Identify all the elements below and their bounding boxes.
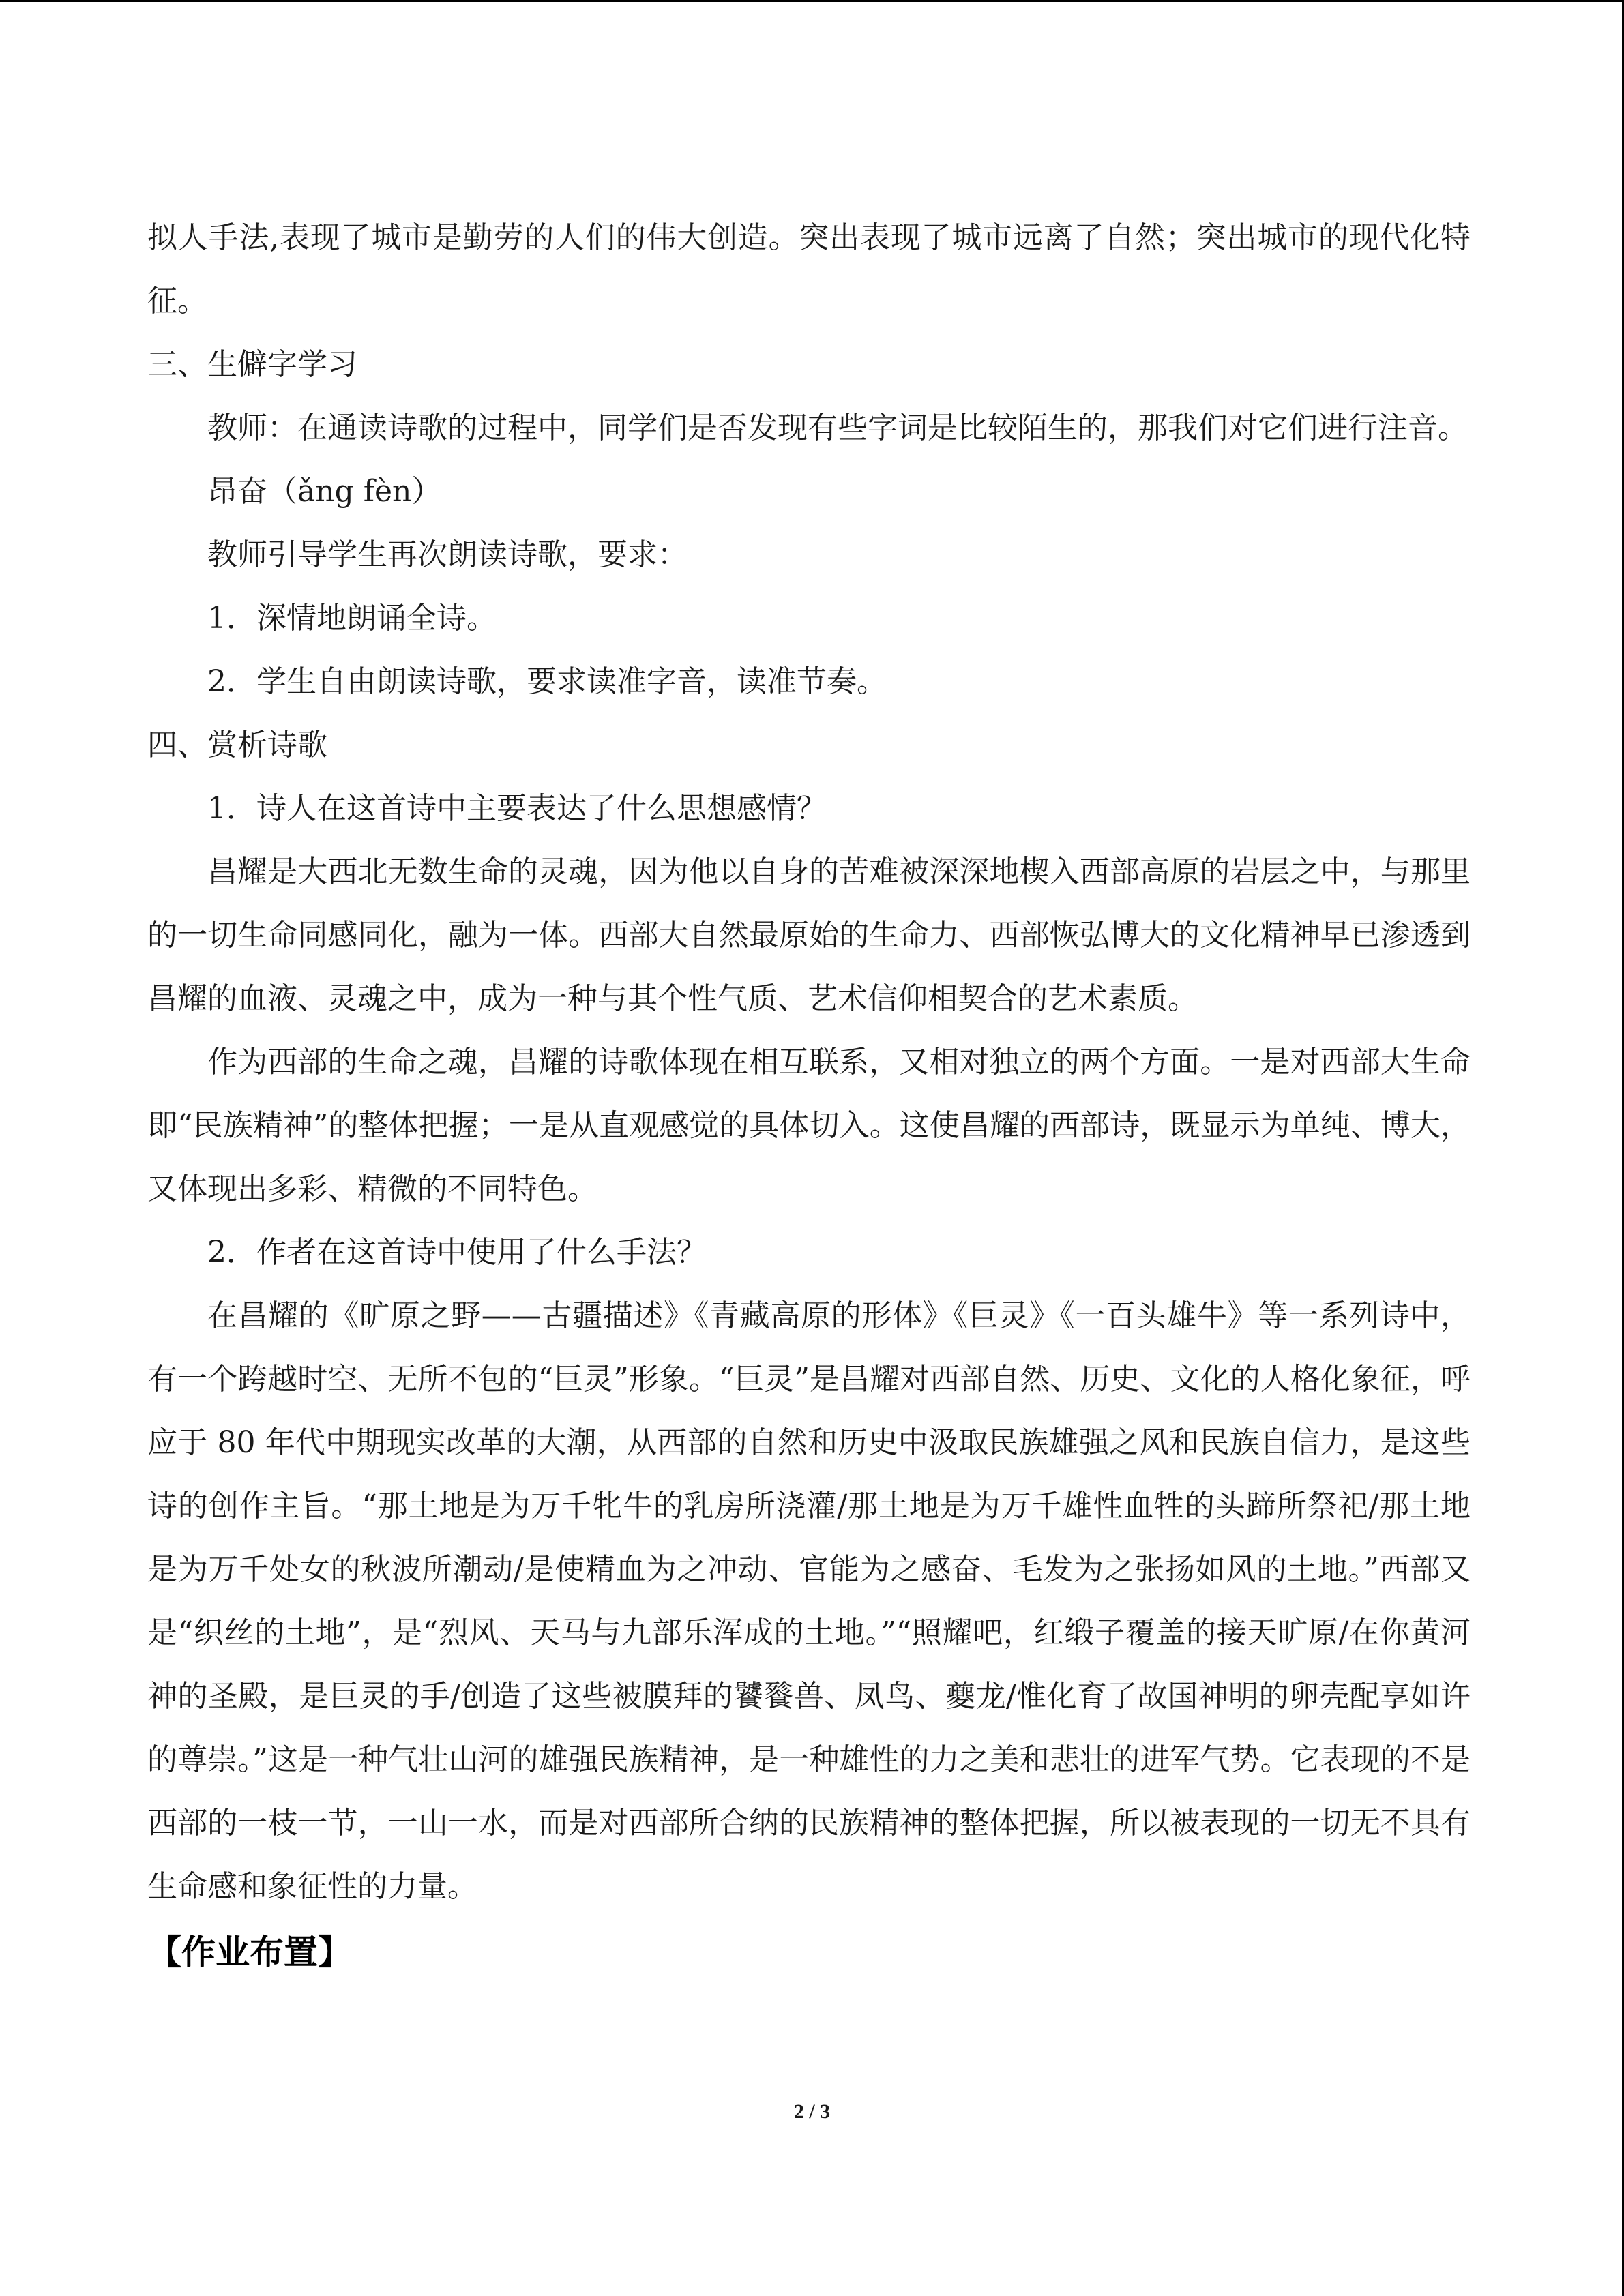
page-number: 2 / 3: [793, 2100, 831, 2123]
section-heading-3: 三、生僻字学习: [147, 347, 357, 382]
homework-heading: 【作业布置】: [147, 1933, 352, 1972]
paragraph: 教师：在通读诗歌的过程中，同学们是否发现有些字词是比较陌生的，那我们对它们进行注音。: [207, 411, 1468, 445]
paragraph: 教师引导学生再次朗读诗歌，要求：: [207, 537, 688, 572]
document-body: [147, 206, 1471, 1986]
question: 1．诗人在这首诗中主要表达了什么思想感情？: [207, 791, 827, 826]
paragraph: 昂奋（ǎng fèn）: [207, 474, 442, 509]
question: 2．作者在这首诗中使用了什么手法？: [207, 1235, 707, 1270]
list-item: 1．深情地朗诵全诗。: [207, 601, 497, 636]
section-heading-4: 四、赏析诗歌: [147, 728, 327, 762]
paragraph: 在昌耀的《旷原之野——古疆描述》《青藏高原的形体》《巨灵》《一百头雄牛》等一系列诗中，有一个跨越时空、无所不包的“巨灵”形象。“巨灵”是昌耀对西部自然、历史、文化的人格化象征，呼应于 80 年代中期现实改革的大潮，从西部的自然和历史中汲取民族雄强之风和民族自信力，是这些诗的创作主旨。“那土地是为万千牝牛的乳房所浇灌/那土地是为万千雄性血牲的头蹄所祭祀/那土地是为万千处女的秋波所潮动/是使精血为之冲动、官能为之感奋、毛发为之张扬如风的土地。”西部又是“织丝的土地”，是“烈风、天马与九部乐浑成的土地。”“照耀吧，红缎子覆盖的接天旷原/在你黄河神的圣殿，是巨灵的手/创造了这些被膜拜的饕餮兽、凤鸟、夔龙/惟化育了故国神明的卵壳配享如许的尊崇。”这是一种气壮山河的雄强民族精神，是一种雄性的力之美和悲壮的进军气势。它表现的不是西部的一枝一节，一山一水，而是对西部所合纳的民族精神的整体把握，所以被表现的一切无不具有生命感和象征性的力量。: [147, 1298, 1471, 1904]
paragraph: 作为西部的生命之魂，昌耀的诗歌体现在相互联系，又相对独立的两个方面。一是对西部大生命即“民族精神”的整体把握；一是从直观感觉的具体切入。这使昌耀的西部诗，既显示为单纯、博大，又体现出多彩、精微的不同特色。: [147, 1045, 1471, 1206]
paragraph: 拟人手法,表现了城市是勤劳的人们的伟大创造。突出表现了城市远离了自然；突出城市的现代化特征。: [147, 220, 1471, 318]
list-item: 2．学生自由朗读诗歌，要求读准字音，读准节奏。: [207, 664, 887, 699]
paragraph: 昌耀是大西北无数生命的灵魂，因为他以自身的苦难被深深地楔入西部高原的岩层之中，与那里的一切生命同感同化，融为一体。西部大自然最原始的生命力、西部恢弘博大的文化精神早已渗透到昌耀的血液、灵魂之中，成为一种与其个性气质、艺术信仰相契合的艺术素质。: [147, 854, 1471, 1016]
